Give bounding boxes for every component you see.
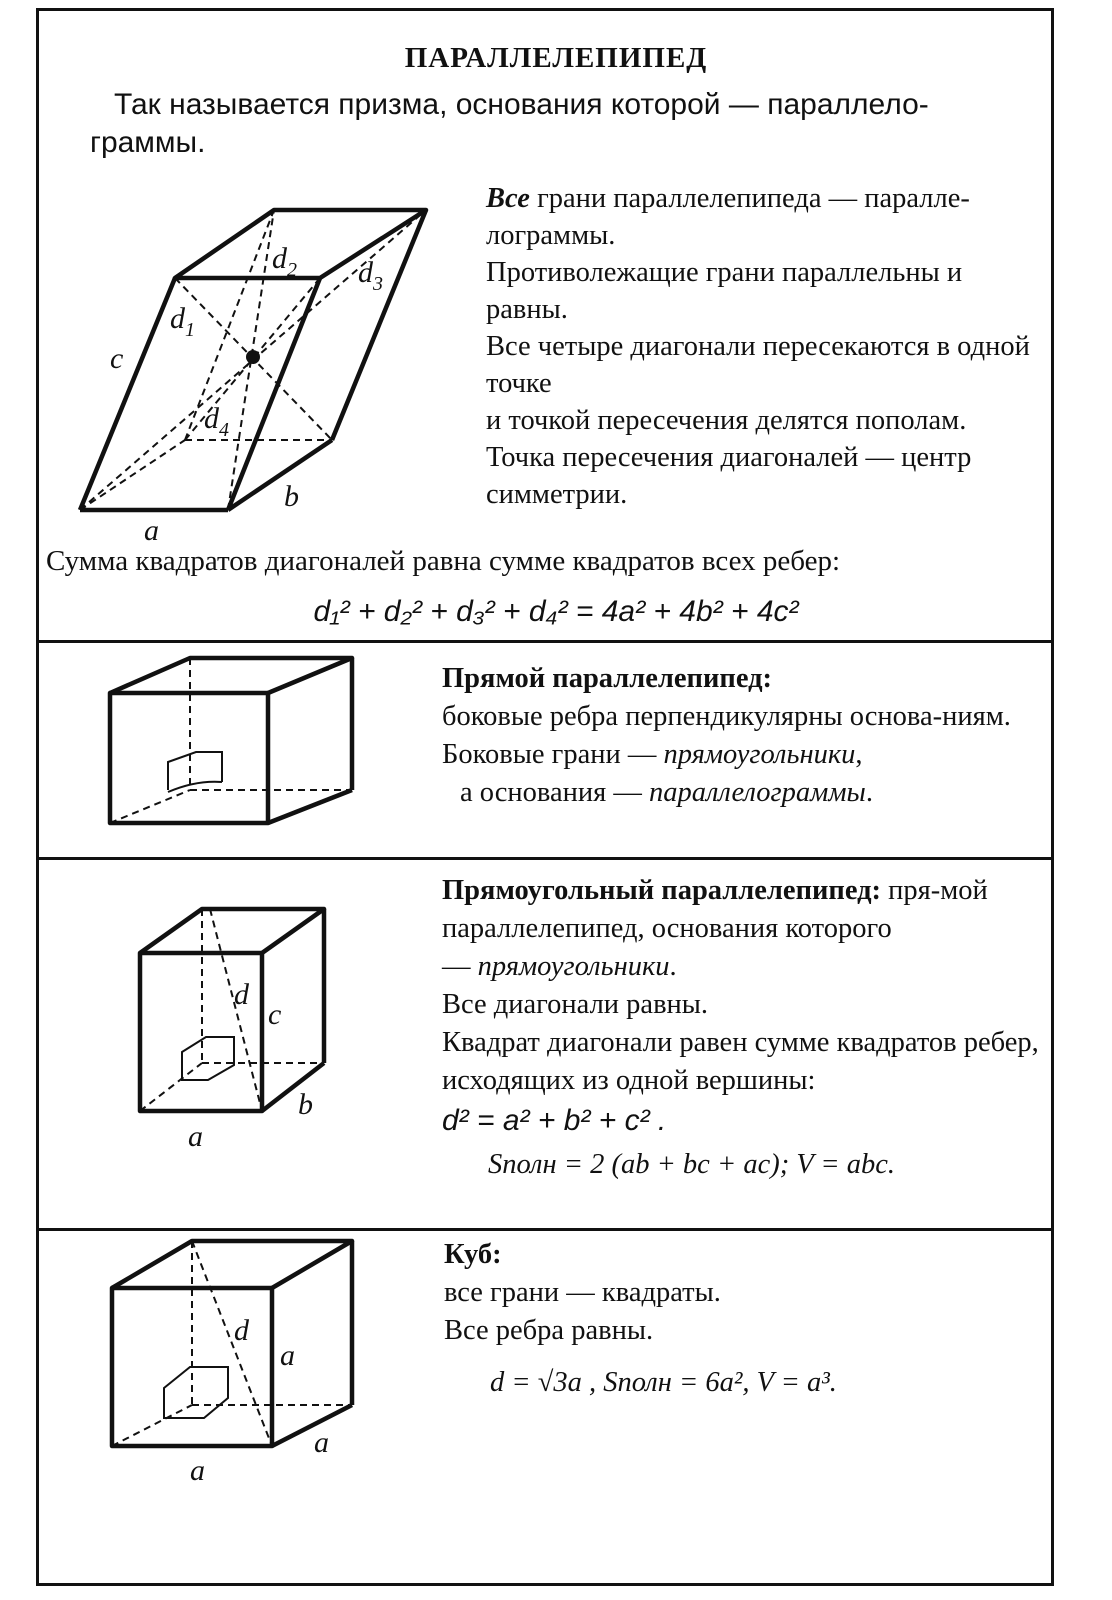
label-edge-a: a (144, 514, 159, 547)
rect-line4: Квадрат диагонали равен сумме квадратов ребер, исходящих из одной вершины: (442, 1027, 1039, 1096)
label-d1: $d_1$ (170, 302, 195, 341)
cube-line1: все грани — квадраты. (444, 1277, 721, 1308)
intro-definition: Так называется призма, основания которой — параллело-граммы. (90, 88, 929, 159)
rect-label-b: b (298, 1088, 313, 1121)
property-diagonals-intersect: Все четыре диагонали пересекаются в одной точке (486, 331, 1030, 399)
cube-figure (112, 1241, 352, 1446)
cube-line2: Все ребра равны. (444, 1315, 654, 1346)
right-line1: боковые ребра перпендикулярны основа-ниям. (442, 701, 1011, 732)
property-all-faces-text: грани параллелепипеда — паралле-лограммы. (486, 183, 970, 251)
rect-formula-diagonal: d² = a² + b² + c² . (442, 1104, 667, 1137)
cube-label-a-bottom: a (190, 1454, 205, 1487)
right-heading: Прямой параллелепипед: (442, 663, 773, 694)
rect-label-c: c (268, 998, 282, 1031)
label-edge-c: c (110, 342, 124, 375)
label-d2: $d_2$ (272, 242, 297, 281)
oblique-parallelepiped-figure (80, 210, 426, 510)
right-line3-italic: параллелограммы (648, 777, 866, 808)
cube-label-a-depth: a (314, 1426, 329, 1459)
right-line2-italic: прямоугольники (663, 739, 856, 770)
label-d4: $d_4$ (204, 402, 229, 441)
right-line3-suffix: . (865, 777, 873, 808)
cube-label-d: d (234, 1314, 249, 1347)
page-title: ПАРАЛЛЕЛЕПИПЕД (404, 42, 708, 74)
label-edge-b: b (284, 480, 299, 513)
right-line2-prefix: Боковые грани — (442, 739, 664, 770)
cube-heading: Куб: (444, 1239, 502, 1270)
cube-label-a-side: a (280, 1339, 295, 1372)
cube-formula: d = √3a , Sполн = 6a², V = a³. (490, 1367, 837, 1398)
right-parallelepiped-figure (110, 658, 352, 823)
label-d3: $d_3$ (358, 256, 383, 295)
rect-heading-rest: пря-мой параллелепипед, основания которого (442, 875, 988, 944)
rectangular-parallelepiped-figure (140, 909, 324, 1111)
rect-label-a: a (188, 1120, 203, 1153)
rect-line2-suffix: . (669, 951, 677, 982)
right-line3-prefix: а основания — (460, 777, 649, 808)
property-all-emph: Все (486, 183, 530, 214)
right-line2-suffix: , (855, 739, 863, 770)
rect-line2-prefix: — (442, 951, 478, 982)
diagonal-sum-formula: d₁² + d₂² + d₃² + d₄² = 4a² + 4b² + 4c² (313, 595, 799, 628)
sum-statement: Сумма квадратов диагоналей равна сумме квадратов всех ребер: (46, 545, 841, 577)
diagonal-intersection-point (246, 350, 260, 364)
property-diagonals-bisect: и точкой пересечения делятся пополам. (486, 405, 967, 436)
rect-formula-area-volume: Sполн = 2 (ab + bc + ac); V = abc. (488, 1149, 895, 1180)
rect-line2-italic: прямоугольники (477, 951, 670, 982)
rect-line3: Все диагонали равны. (442, 989, 709, 1020)
rect-label-d: d (234, 978, 249, 1011)
property-center-symmetry: Точка пересечения диагоналей — центр симметрии. (486, 442, 972, 510)
property-opposite-faces: Противолежащие грани параллельны и равны. (486, 257, 963, 325)
rect-heading-bold: Прямоугольный параллелепипед: (442, 875, 882, 906)
